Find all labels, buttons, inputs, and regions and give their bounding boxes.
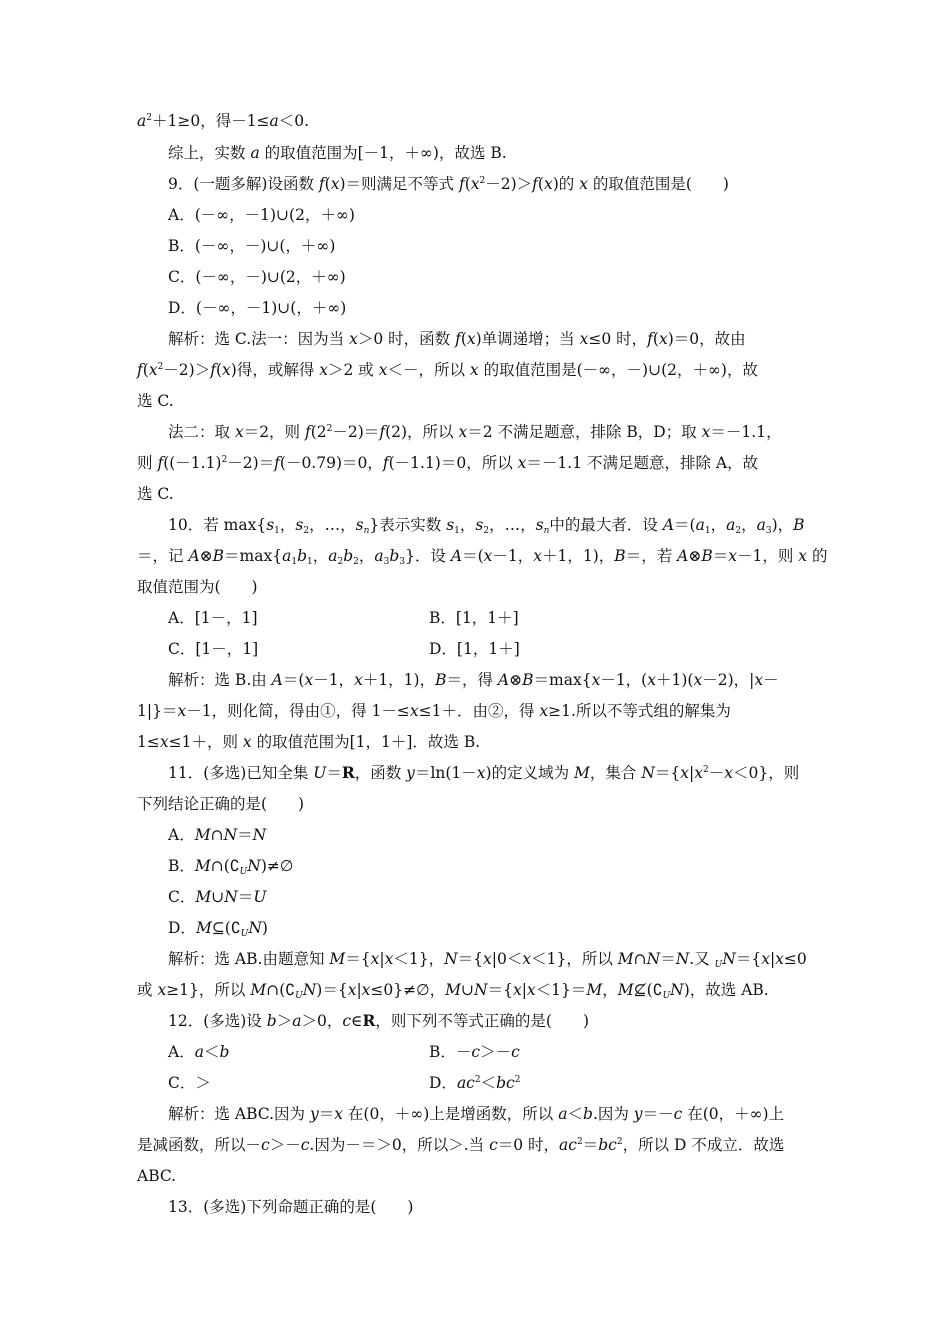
text-line: B．$M\cap(∁_UN)\ne\emptyset$	[168, 857, 294, 877]
text-line: C．＞	[168, 1074, 211, 1092]
text-line: D．(－∞，－1)∪(，＋∞)	[168, 299, 347, 317]
text-line: 10．若 $\max\{s_1$，$s_2$，…，$s_n$}表示实数 $s_1$，$s_2$，…，$s_n$中的最大者．设 $A=(a_1$，$a_2$，$a_3$)，B	[168, 516, 805, 536]
text-line: 选 C.	[137, 392, 174, 410]
text-line: C．[1－，1]	[168, 640, 259, 658]
text-line: D．[1，1＋]	[429, 640, 520, 658]
text-line: C．(－∞，－)∪(2，＋∞)	[168, 268, 346, 286]
text-line: B．(－∞，－)∪(，＋∞)	[168, 237, 336, 255]
text-line: $a^2+1\ge 0$，得－1≤a＜0.	[137, 112, 310, 130]
text-line: B．－c＞－c	[429, 1043, 520, 1061]
text-line: 下列结论正确的是( )	[137, 795, 305, 813]
text-line: A．(－∞，－1)∪(2，＋∞)	[168, 206, 355, 224]
text-line: 解析：选 C.法一：因为当 x＞0 时，函数 f(x)单调递增；当 x≤0 时，f(x)＝0，故由	[168, 330, 746, 348]
text-line: ABC.	[137, 1167, 177, 1185]
text-line: C．M∪N＝U	[168, 888, 267, 906]
text-line: 解析：选 B.由 A＝(x－1，x＋1，1)，B＝，得 A⊗B＝max{x－1，(x＋1)(x－2)，|x－	[168, 671, 779, 689]
text-line: 综上，实数 a 的取值范围为[－1，＋∞)，故选 B.	[168, 144, 507, 162]
text-line: B．[1，1＋]	[429, 609, 519, 627]
text-line: 法二：取 x＝2，则 $f(2^2-2)=f(2)$，所以 x＝2 不满足题意，排除 B，D；取 x＝－1.1，	[168, 423, 782, 441]
text-line: 11．(多选)已知全集 U＝R，函数 y＝ln(1－x)的定义域为 M，集合 $N=\{x|x^2-x<0\}$，则	[168, 763, 800, 782]
text-line: $f(x^2-2)>f(x)$得，或解得 x＞2 或 x＜－，所以 x 的取值范围是(－∞，－)∪(2，＋∞)，故	[137, 361, 758, 379]
text-line: A．a＜b	[168, 1043, 230, 1061]
text-line: 12．(多选)设 b＞a＞0，c∈R，则下列不等式正确的是( )	[168, 1011, 589, 1030]
text-line: 解析：选 AB.由题意知 M＝{x|x＜1}，N＝{x|0＜x＜1}，所以 M∩N＝N.又 $_U$N＝{x|x≤0	[168, 950, 807, 970]
text-line: 解析：选 ABC.因为 y＝x 在(0，＋∞)上是增函数，所以 a＜b.因为 y＝－c 在(0，＋∞)上	[168, 1105, 785, 1123]
text-line: D．$M⊆(∁_UN)$	[168, 919, 268, 939]
text-line: 13．(多选)下列命题正确的是( )	[168, 1198, 414, 1216]
text-line: 取值范围为( )	[137, 578, 258, 596]
text-line: 选 C.	[137, 485, 174, 503]
text-line: A．[1－，1]	[168, 609, 258, 627]
text-line: 9．(一题多解)设函数 f(x)＝则满足不等式 $f(x^2-2)>f(x)$的 x 的取值范围是( )	[168, 175, 729, 193]
text-line: A．M∩N＝N	[168, 826, 267, 844]
text-line: 或 x≥1}，所以 $M\cap(∁_UN)=\{x|x\le 0\}\ne\emptyset$，M∪N＝{x|x＜1}＝M，$M⊈(∁_UN)$，故选 AB.	[137, 981, 769, 1001]
text-line: 是减函数，所以－c＞－c.因为－＝＞0，所以＞.当 c＝0 时，$ac^2=bc^2$，所以 D 不成立．故选	[137, 1136, 785, 1154]
text-line: ＝，记 $A\otimes B=\max\{a_1b_1$，$a_2b_2$，$a_3b_3$}．设 A＝(x－1，x＋1，1)，B＝，若 A⊗B＝x－1，则 x 的	[137, 547, 828, 567]
text-line: 1≤x≤1＋，则 x 的取值范围为[1，1＋]．故选 B.	[137, 733, 481, 751]
text-line: 则 $f((-1.1)^2-2)=f(-0.79)=0$，f(－1.1)＝0，所以 x＝－1.1 不满足题意，排除 A，故	[137, 454, 759, 472]
text-line: 1|}＝x－1，则化简，得由①，得 1－≤x≤1＋．由②，得 x≥1.所以不等式组的解集为	[137, 702, 731, 720]
text-line: D．$ac^2<bc^2$	[429, 1074, 521, 1092]
